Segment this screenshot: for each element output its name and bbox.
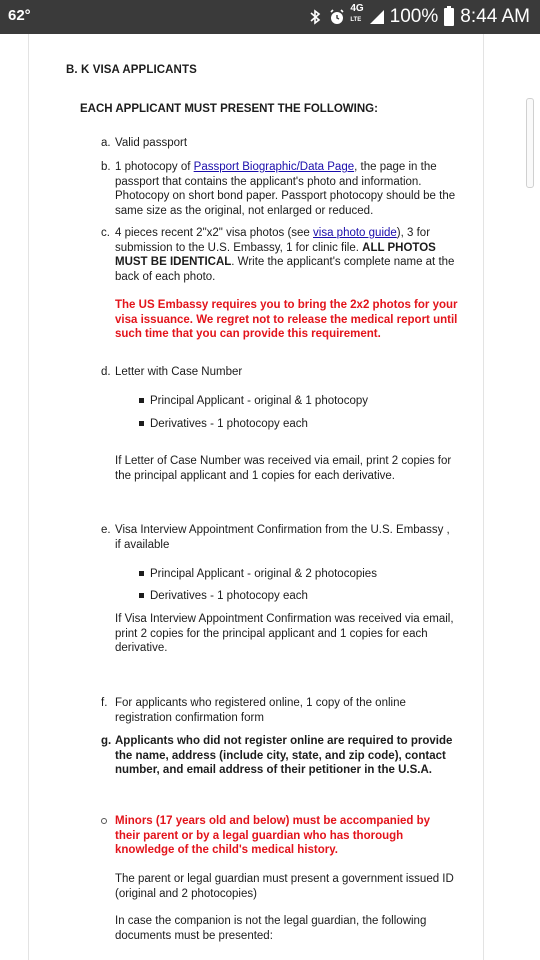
guardian-id-note: The parent or legal guardian must present a government issued ID (original and 2 photocopies) <box>115 873 454 900</box>
photo-requirement-notice: The US Embassy requires you to bring the 2x2 photos for your visa issuance. We regret not to release the medical report until such time that you can provide this requirement. <box>115 299 458 340</box>
network-label: 4G <box>350 2 364 14</box>
page-edge-left <box>28 34 29 960</box>
list-marker: b. <box>101 161 111 173</box>
passport-data-page-link[interactable]: Passport Biographic/Data Page <box>193 161 355 173</box>
item-text <box>115 226 457 284</box>
list-marker: a. <box>101 137 111 149</box>
list-marker: e. <box>101 524 111 536</box>
scrollbar-thumb[interactable] <box>526 98 534 188</box>
item-text-post: . Write the applicant's complete name at the back of each photo. <box>115 256 455 283</box>
battery-percent: 100% <box>389 6 439 27</box>
bullet-item <box>139 417 308 432</box>
bullet-text: Derivatives - 1 photocopy each <box>150 590 308 602</box>
temperature-readout: 62° <box>8 7 31 24</box>
bullet-item <box>139 589 308 604</box>
bullet-text: Derivatives - 1 photocopy each <box>150 418 308 430</box>
battery-icon <box>444 8 454 26</box>
list-marker: g. <box>101 735 112 747</box>
case-letter-note: If Letter of Case Number was received via email, print 2 copies for the principal applicant and 1 copies for each derivative. <box>115 455 452 482</box>
bullet-item <box>139 567 377 582</box>
bullet-text: Principal Applicant - original & 2 photocopies <box>150 568 377 580</box>
status-icons <box>306 4 530 30</box>
page-edge-right <box>483 34 484 960</box>
list-marker: c. <box>101 227 110 239</box>
alarm-icon <box>328 8 346 26</box>
item-text: Valid passport <box>115 137 188 149</box>
companion-note: In case the companion is not the legal guardian, the following documents must be presented: <box>115 915 427 942</box>
item-text-pre: 4 pieces recent 2"x2" visa photos (see <box>115 227 314 239</box>
item-text: Letter with Case Number <box>115 366 243 378</box>
circle-bullet-icon <box>101 818 107 824</box>
bullet-text: Principal Applicant - original & 1 photocopy <box>150 395 368 407</box>
signal-icon <box>368 8 386 26</box>
appointment-note: If Visa Interview Appointment Confirmation was received via email, print 2 copies for the principal applicant and 1 copies for each derivative. <box>115 613 454 654</box>
status-bar <box>0 0 540 34</box>
clock: 8:44 AM <box>460 6 530 27</box>
visa-photo-guide-link[interactable]: visa photo guide <box>313 227 397 239</box>
bullet-item <box>139 394 368 409</box>
network-sub-label: LTE <box>350 16 362 23</box>
item-text-post: , the page in the passport that contains the applicant's photo and information. Photocopy on short bond paper. Passport photocopy should be the same size as the original, not enlarged or reduced. <box>115 161 456 217</box>
section-title: B. K VISA APPLICANTS <box>66 64 197 76</box>
item-text: Applicants who did not register online are required to provide the name, address (include city, state, and zip code), contact number, and email address of their petitioner in the U.S.A. <box>115 735 453 776</box>
minors-notice: Minors (17 years old and below) must be accompanied by their parent or by a legal guardian who has thorough knowledge of the child's medical history. <box>115 815 431 856</box>
item-text: Visa Interview Appointment Confirmation from the U.S. Embassy , if available <box>115 524 450 551</box>
identical-photos-emphasis: ALL PHOTOS MUST BE IDENTICAL <box>115 241 436 268</box>
list-marker: d. <box>101 366 111 378</box>
list-marker: f. <box>101 697 108 709</box>
network-type-icon <box>350 4 363 25</box>
item-text: For applicants who registered online, 1 copy of the online registration confirmation form <box>115 697 406 724</box>
item-text-pre: 1 photocopy of <box>115 161 194 173</box>
item-text <box>115 160 457 218</box>
bluetooth-icon <box>306 8 324 26</box>
item-text-mid: ), 3 for submission to the U.S. Embassy, 1 for clinic file. <box>115 227 431 254</box>
requirements-heading: EACH APPLICANT MUST PRESENT THE FOLLOWING: <box>80 103 378 115</box>
document-viewport[interactable] <box>0 34 540 960</box>
